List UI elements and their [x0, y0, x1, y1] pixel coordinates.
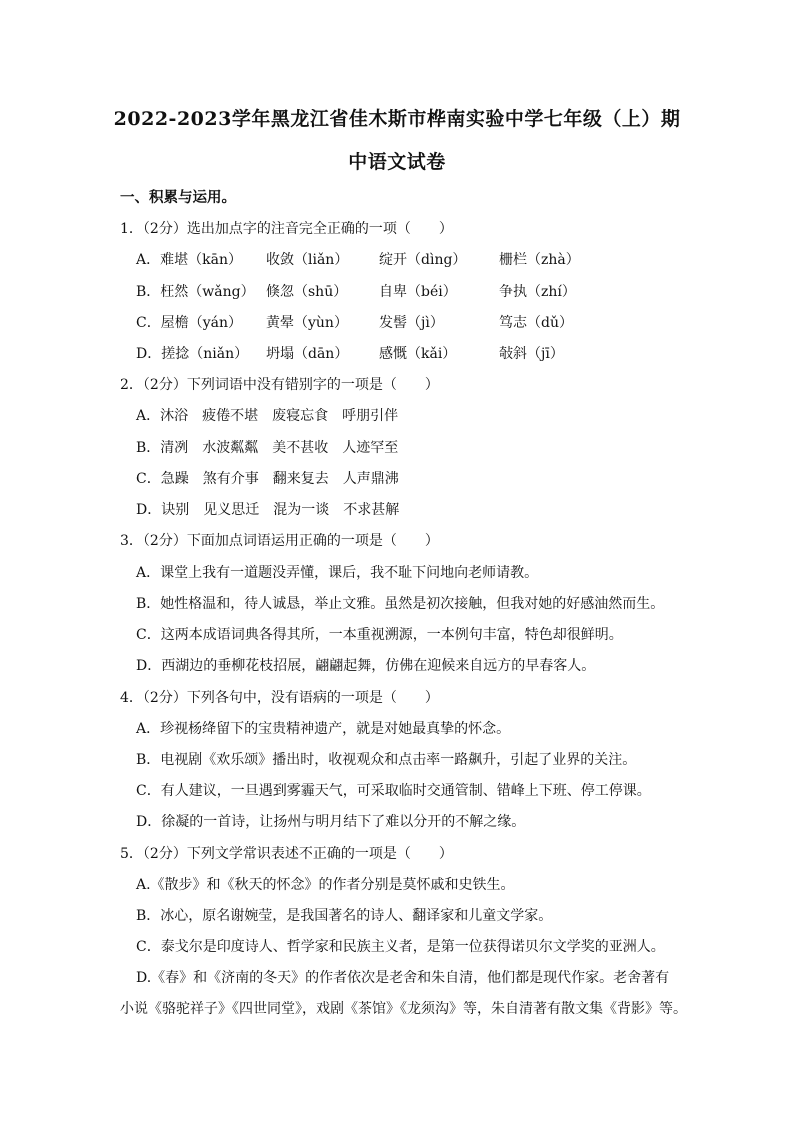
- question-3-option-d: D．西湖边的垂柳花枝招展，翩翩起舞，仿佛在迎候来自远方的早春客人。: [136, 658, 596, 674]
- question-2-stem: 2．（2分）下列词语中没有错别字的一项是（ ）: [120, 377, 439, 393]
- question-4-option-b: B．电视剧《欢乐颂》播出时，收视观众和点击率一路飙升，引起了业界的关注。: [136, 752, 637, 768]
- section-heading: 一、积累与运用。: [120, 189, 236, 206]
- question-4-option-c: C．有人建议，一旦遇到雾霾天气，可采取临时交通管制、错峰上下班、停工停课。: [136, 783, 651, 799]
- question-5-option-c: C．泰戈尔是印度诗人、哲学家和民族主义者，是第一位获得诺贝尔文学奖的亚洲人。: [136, 939, 665, 955]
- question-3-stem: 3．（2分）下面加点词语运用正确的一项是（ ）: [120, 533, 439, 549]
- exam-title-line-2: 中语文试卷: [348, 151, 446, 173]
- question-5-option-d: D.《春》和《济南的冬天》的作者依次是老舍和朱自清，他们都是现代作家。老舍著有: [136, 970, 670, 986]
- question-3-option-a: A．课堂上我有一道题没弄懂，课后，我不耻下问地向老师请教。: [136, 565, 539, 581]
- question-2-option-a: A．沐浴 疲倦不堪 废寝忘食 呼朋引伴: [136, 408, 399, 424]
- option-item: 敧斜（jī）: [499, 346, 564, 362]
- question-5-option-d-continuation: 小说《骆驼祥子》《四世同堂》，戏剧《茶馆》《龙须沟》等，朱自清著有散文集《背影》等。: [120, 1001, 687, 1017]
- question-5-option-b: B．冰心，原名谢婉莹，是我国著名的诗人、翻译家和儿童文学家。: [136, 908, 553, 924]
- question-2-option-d: D．诀别 见义思迁 混为一谈 不求甚解: [136, 502, 400, 518]
- question-4-stem: 4．（2分）下列各句中，没有语病的一项是（ ）: [120, 690, 439, 706]
- option-item: 自卑（béi）: [379, 284, 457, 300]
- option-item: A．难堪（kān）: [136, 252, 242, 268]
- question-5-option-a: A.《散步》和《秋天的怀念》的作者分别是莫怀戚和史铁生。: [136, 877, 515, 893]
- question-4-option-a: A．珍视杨绛留下的宝贵精神遗产，就是对她最真挚的怀念。: [136, 721, 511, 737]
- option-item: 绽开（dìng）: [379, 252, 467, 268]
- option-item: 争执（zhí）: [499, 284, 576, 300]
- exam-title-line-1: 2022-2023学年黑龙江省佳木斯市桦南实验中学七年级（上）期: [113, 108, 681, 130]
- question-2-option-c: C．急躁 煞有介事 翻来复去 人声鼎沸: [136, 471, 399, 487]
- option-item: 收敛（liǎn）: [266, 252, 349, 268]
- option-item: C．屋檐（yán）: [136, 315, 242, 331]
- question-3-option-b: B．她性格温和，待人诚恳，举止文雅。虽然是初次接触，但我对她的好感油然而生。: [136, 596, 665, 612]
- option-item: 坍塌（dān）: [266, 346, 349, 362]
- option-item: 感慨（kǎi）: [379, 346, 457, 362]
- question-1-stem: 1．（2分）选出加点字的注音完全正确的一项（ ）: [120, 221, 453, 237]
- question-4-option-d: D．徐凝的一首诗，让扬州与明月结下了难以分开的不解之缘。: [136, 814, 526, 830]
- option-item: 黄晕（yùn）: [266, 315, 348, 331]
- option-item: B．枉然（wǎng）: [136, 284, 255, 300]
- option-item: 倏忽（shū）: [266, 284, 348, 300]
- question-3-option-c: C．这两本成语词典各得其所，一本重视溯源，一本例句丰富，特色却很鲜明。: [136, 627, 623, 643]
- option-item: 笃志（dǔ）: [499, 315, 573, 331]
- option-item: 发髻（jì）: [379, 315, 444, 331]
- option-item: 栅栏（zhà）: [499, 252, 580, 268]
- question-5-stem: 5．（2分）下列文学常识表述不正确的一项是（ ）: [120, 846, 453, 862]
- option-item: D．搓捻（niǎn）: [136, 346, 249, 362]
- question-2-option-b: B．清冽 水波粼粼 美不甚收 人迹罕至: [136, 440, 399, 456]
